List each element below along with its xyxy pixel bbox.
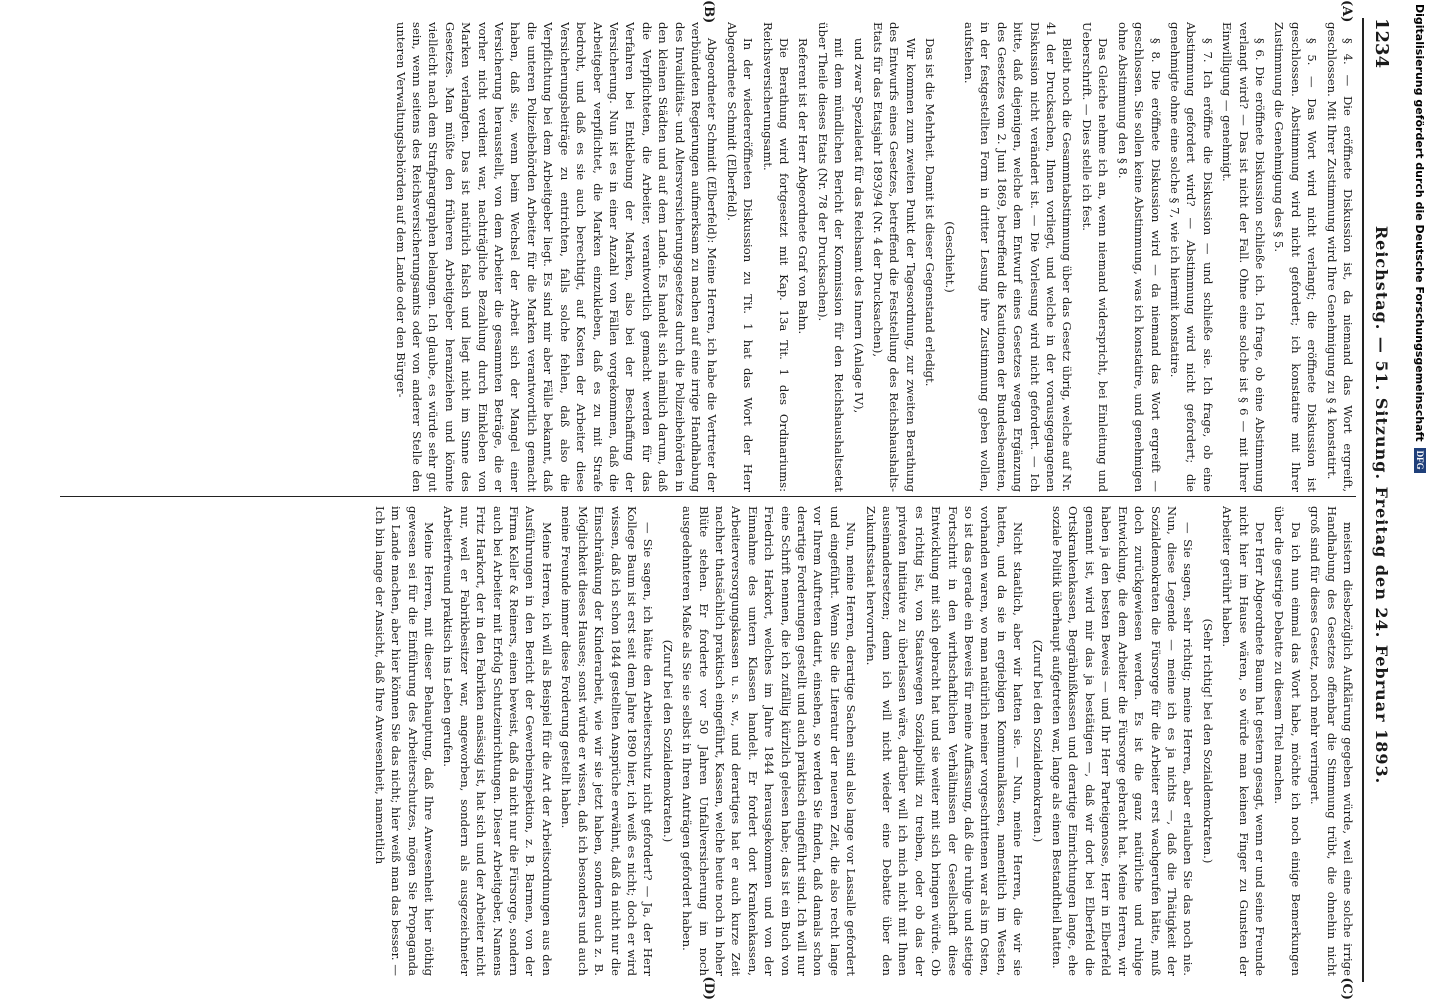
column-divider	[60, 496, 1356, 497]
paragraph: § 8. Die eröffnete Diskussion wird — da niemand das Wort ergreift — geschlossen. Sie sollen keine Abstimmung, was ich konstatire, und genehmigen ohne Abstimmung den § 8.	[1115, 22, 1163, 492]
margin-mark-d: (D)	[701, 976, 716, 1000]
right-text-column	[60, 506, 1356, 976]
paragraph: Der Herr Abgeordnete Baum hat gestern gesagt, wenn er und seine Freunde nicht hier im Hause wären, so würde man keinen Finger zu Gunsten der Arbeiter gerührt haben.	[1220, 506, 1267, 976]
paragraph: Bleibt noch die Gesammtabstimmung über das Gesetz übrig, welche auf Nr. 41 der Drucksachen, Ihnen vorliegt, und welche in der vorausgegangenen Diskussion nicht verändert ist. — Die Vorlesung wird nicht gefordert. — Ich bitte, daß diejenigen, welche dem Entwurf eines Gesetzes wegen Ergänzung des Gesetzes vom 2. Juni 1869, betreffend die Kautionen der Bundesbeamten, in der festgestellten Form in dritter Lesung ihre Zustimmung geben wollen, aufstehen.	[962, 22, 1075, 492]
page-number: 1234	[1371, 18, 1393, 69]
paragraph: § 4. — Die eröffnete Diskussion ist, da niemand das Wort ergreift, geschlossen. Mit Ihrer Zustimmung wird Ihre Genehmigung zu § 4 konstatirt.	[1324, 22, 1355, 492]
left-text-column	[60, 22, 1356, 492]
paragraph: und zwar Spezialetat für das Reichsamt des Innern (Anlage IV),	[851, 38, 866, 414]
paragraph: Das ist die Mehrheit. Damit ist dieser Gegenstand erledigt.	[923, 38, 938, 387]
dfg-logo: DFG	[1414, 448, 1426, 473]
paragraph: (Zuruf bei den Sozialdemokraten.)	[660, 639, 675, 843]
footer-strip	[1408, 0, 1432, 1000]
paragraph: Wir kommen zum zweiten Punkt der Tagesordnung, zur zweiten Berathung des Entwurfs eines Gesetzes, betreffend die Feststellung des Reichshaushalts-Etats für das Etatsjahr 1893/94 (Nr. 4 der Drucksachen),	[871, 22, 918, 492]
paragraph: (Zuruf bei den Sozialdemokraten.)	[1030, 639, 1045, 843]
paragraph: Nicht staatlich, aber wir hatten sie. — Nun, meine Herren, die wir sie hatten, und da sie in ergiebigen Kommunalkassen, namentlich im Westen, vorhanden waren, wo man natürlich meiner vorgeschrittenen war als im Osten, so ist das gerade ein Beweis für meine Auffassung, daß die ruhige und stetige Fortschritt in den wirthschaftlichen Verhältnissen der Gesellschaft diese Entwicklung mit sich gebracht hat und sie weiter mit sich bringen würde. Ob es richtig ist, von Staatswegen Sozialpolitik zu treiben, oder ob das der privaten Initiative zu überlassen wäre, darüber will ich mich nicht mit Ihnen auseinandersetzen; denn ich will nicht wieder eine Debatte über den Zukunftsstaat hervorrufen.	[863, 506, 1026, 976]
margin-mark-b: (B)	[701, 0, 716, 24]
margin-mark-a: (A)	[1339, 0, 1354, 23]
paragraph: § 5. — Das Wort wird nicht verlangt; die eröffnete Diskussion ist geschlossen. Abstimmung wird nicht gefordert; ich konstatire mit Ihrer Zustimmung die Genehmigung des § 5.	[1272, 22, 1320, 492]
paragraph: § 6. Die eröffnete Diskussion schließe ich. Ich frage, ob eine Abstimmung verlangt wird? — Das ist nicht der Fall. Ohne eine solche ist § 6 — mit Ihrer Einwilligung — genehmigt.	[1220, 22, 1267, 492]
paragraph: (Geschieht.)	[942, 221, 957, 293]
paragraph: — Sie sagen, sehr richtig; meine Herren, aber erlauben Sie das noch nie. Nun, diese Legende — meine ich es ja nichts —, daß die Thätigkeit der Sozialdemokraten die Fürsorge für die Arbeiter erst wachgerufen hätte, muß doch zurückgewiesen werden. Es ist die ganz natürliche und ruhige Entwicklung, die dem Arbeiter die Fürsorge gebracht hat. Meine Herren, wir haben ja den besten Beweis — und Ihr Herr Parteigenosse, Herr in Elberfeld genannt ist, wird mir das ja bestätigen —, daß wir dort bei Elberfeld die Ortskrankenkassen, Begräbnißkassen und derartige Einrichtungen lange, ehe soziale Politik überhaupt aufgetreten war, lange als einen Bestandtheil hatten.	[1050, 506, 1196, 976]
page-header	[1362, 18, 1400, 982]
paragraph: (Sehr richtig! bei den Sozialdemokraten.)	[1200, 618, 1215, 864]
paragraph: mit dem mündlichen Bericht der Kommission für den Reichshaushaltsetat über Theile dieses Etats (Nr. 78 der Drucksachen).	[815, 22, 847, 492]
paragraph: Das Gleiche nehme ich an, wenn niemand widerspricht, bei Einleitung und Ueberschrift. — Dies stelle ich fest.	[1079, 22, 1111, 492]
paragraph: In der wiedereröffneten Diskussion zu Tit. 1 hat das Wort der Herr Abgeordnete Schmidt (Elberfeld).	[724, 22, 756, 492]
header-title: Reichstag. — 51. Sitzung. Freitag den 24. Februar 1893.	[1372, 225, 1392, 785]
paragraph: meistern diesbezüglich Aufklärung gegeben würde, weil eine solche irrige Handhabung des Gesetzes offenbar die Stimmung trübt, die ohnehin nicht groß sind für dieses Gesetz, noch mehr verringert.	[1308, 506, 1355, 976]
paragraph: Meine Herren, ich will als Beispiel für die Art der Arbeitsordnungen aus den Ausführungen in den Bericht der Gewerbeinspektion, z. B. Barmen, von der Firma Keller & Reiners, einen beweist, daß da nicht nur die Fürsorge, sondern auch bei Arbeiter mit Erfolg Schutzeinrichtungen. Dieser Arbeitgeber, Namens Fritz Harkort, der in den Fabriken ansässig ist, hat sich und der Arbeiter nicht nur, weil er Fabrikbesitzer war, angeworben, sondern als ausgezeichneter Arbeiterfreund praktisch ins Leben gerufen.	[441, 506, 554, 976]
paragraph: Nun, meine Herren, derartige Sachen sind also lange vor Lassalle gefordert und eingeführt. Wenn Sie die Literatur der neueren Zeit, die also recht lange vor Ihrem Auftreten datirt, einsehen, so werden Sie finden, daß damals schon derartige Forderungen gestellt und auch praktisch eingeführt sind. Ich will nur eine Schrift nennen, die ich zufällig kürzlich gelesen habe; das ist ein Buch von Friedrich Harkort, welches im Jahre 1844 herausgekommen und von der Einnahme des untern Klassen handelt. Er fordert dort Krankenkassen, Arbeiterversorgungskassen u. s. w., und derartiges hat er auch kurze Zeit nachher thatsächlich praktisch eingeführt, Kassen, welche heute noch in hoher Blüte stehen. Er forderte vor 50 Jahren Unfallversicherung im noch ausgedehnteren Maße als Sie sie selbst in Ihren Anträgen gefordert haben.	[680, 506, 859, 976]
paragraph: — Sie sagen, ich hätte den Arbeiterschutz nicht gefordert? — Ja, der Herr Kollege Baum ist erst seit dem Jahre 1890 hier, ich weiß es nicht; doch er wird wissen, daß ich schon 1844 gestellten Ansprüche erwähnt, daß da nicht nur die Einschränkung der Kinderarbeit, wie wir sie jetzt haben, sondern auch z. B. Möglichkeit dieses Hauses; sonst würde er wissen, daß ich besonders und auch meine Freunde immer diese Forderung gestellt haben.	[559, 506, 656, 976]
paragraph: Referent ist der Herr Abgeordnete Graf von Bahn.	[796, 38, 811, 335]
paragraph: Abgeordneter Schmidt (Elberfeld): Meine Herren, ich habe die Vertreter der verbündeten Regierungen aufmerksam zu machen auf eine irrige Handhabung des Invaliditäts- und Altersversicherungsgesetzes durch die Polizeibehörden in den kleinen Städten und auf dem Lande. Es handelt sich nämlich darum, daß die Verpflichteten, die Arbeiter, verantwortlich gemacht werden für das Verfahren bei Entklebung der Marken, also bei der Beschaffung der Versicherung. Nun ist es in einer Anzahl von Fällen vorgekommen, daß die Arbeitgeber verpflichtet, die Marken einzukleben, daß es zu mit Strafe bedroht, und daß es sie auch berechtigt, auf Kosten der Arbeiter diese Versicherungsbeiträge zu entrichten, falls solche fehlen, daß also die Verpflichtung bei dem Arbeitgeber liegt. Es sind mir aber Fälle bekannt, daß die unteren Polizeibehörden Arbeiter für die Marken verantwortlich gemacht haben, daß sie, wenn beim Wechsel der Arbeit sich der Mangel einer Versicherung herausstellt, von dem Arbeiter die gesammten Beträge, die er vorher nicht verdient war, nachträgliche Bezahlung durch Einkleben von Marken verlangten. Das ist natürlich falsch und liegt nicht im Sinne des Gesetzes. Man müßte den früheren Arbeitgeber heranziehen und könnte vielleicht nach dem Strafparagraphen belangen. Ich glaube, es würde sehr gut sein, wenn seitens des Reichsversicherungsamts oder von anderer Stelle den unteren Verwaltungsbehörden auf dem Lande oder den Bürger-	[393, 22, 720, 492]
paragraph: Die Berathung wird fortgesetzt mit Kap. 13a Tit. 1 des Ordinariums: Reichsversicherungsamt.	[760, 22, 791, 492]
footer-text: Digitalisierung gefördert durch die Deutsche Forschungsgemeinschaft	[1413, 4, 1427, 442]
paragraph: Da ich nun einmal das Wort habe, möchte ich noch einige Bemerkungen über die gestrige Debatte zu diesem Titel machen.	[1272, 506, 1303, 976]
margin-mark-c: (C)	[1339, 977, 1354, 1000]
paragraph: § 7. Ich eröffne die Diskussion — und schließe sie. Ich frage, ob eine Abstimmung gefordert wird? — Abstimmung wird nicht gefordert; die genehmigte ohne eine solche § 7, wie ich hiermit konstatire.	[1167, 22, 1215, 492]
rotated-scan	[46, 0, 1406, 1000]
paragraph: Meine Herren, mit dieser Behauptung, daß Ihre Anwesenheit hier nöthig gewesen sei für die Einführung des Arbeiterschutzes, mögen Sie Propaganda im Lande machen, aber hier können Sie das nicht; hier weiß man das besser. — Ich bin lange der Ansicht, daß Ihre Anwesenheit, namentlich	[372, 506, 437, 976]
